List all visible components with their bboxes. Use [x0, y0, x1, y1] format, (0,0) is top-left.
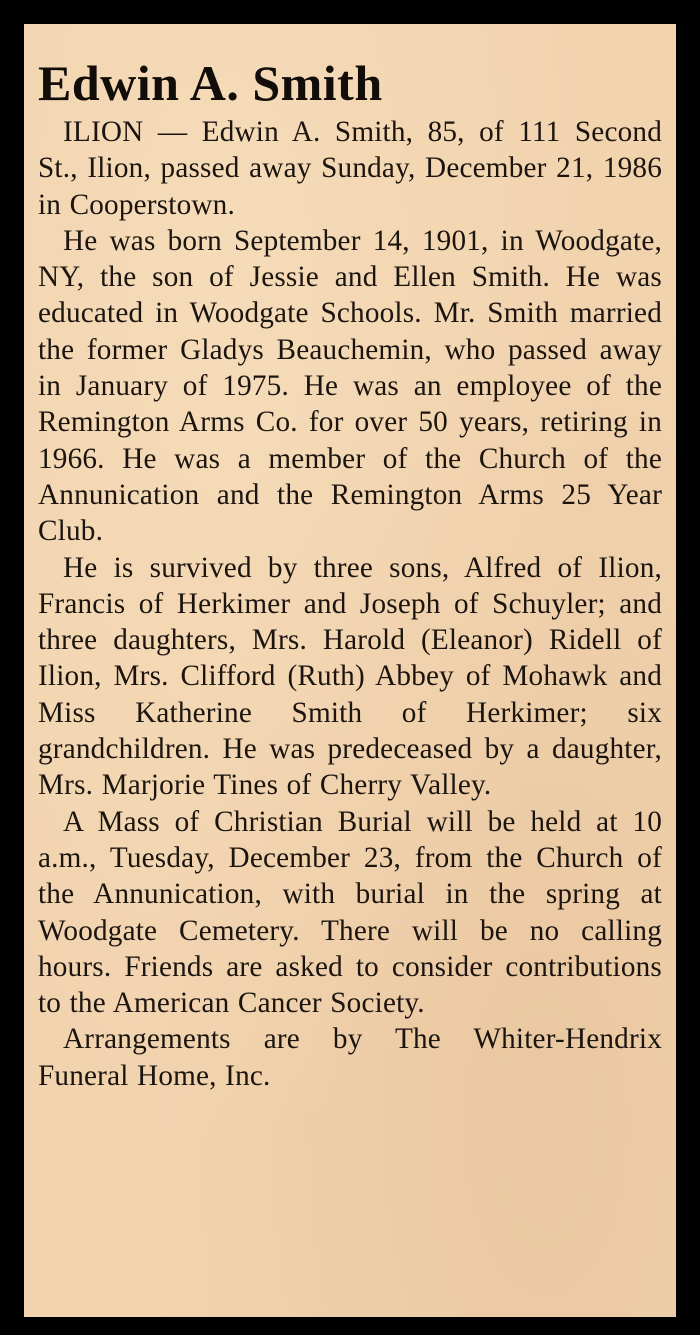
obituary-paragraph-services: A Mass of Christian Burial will be held at 10 a.m., Tuesday, December 23, from the Church of the Annunication, with burial in the spring at Woodgate Cemetery. There will be no calling hours. Friends are asked to consider contributions to the American Cancer Society. [38, 805, 662, 1020]
obituary-headline: Edwin A. Smith [38, 55, 383, 111]
newspaper-clipping [24, 24, 676, 1317]
obituary-paragraph-death-notice: ILION — Edwin A. Smith, 85, of 111 Second St., Ilion, passed away Sunday, December 21, 1986 in Cooperstown. [38, 116, 662, 221]
obituary-paragraph-arrangements: Arrangements are by The Whiter-Hendrix Funeral Home, Inc. [38, 1023, 662, 1092]
obituary-paragraph-biography: He was born September 14, 1901, in Woodgate, NY, the son of Jessie and Ellen Smith. He was educated in Woodgate Schools. Mr. Smith married the former Gladys Beauchemin, who passed away in January of 1975. He was an employee of the Remington Arms Co. for over 50 years, retiring in 1966. He was a member of the Church of the Annunication and the Remington Arms 25 Year Club. [38, 224, 662, 548]
obituary-paragraph-survivors: He is survived by three sons, Alfred of Ilion, Francis of Herkimer and Joseph of Schuyler; and three daughters, Mrs. Harold (Eleanor) Ridell of Ilion, Mrs. Clifford (Ruth) Abbey of Mohawk and Miss Katherine Smith of Herkimer; six grandchildren. He was predeceased by a daughter, Mrs. Marjorie Tines of Cherry Valley. [38, 551, 662, 802]
